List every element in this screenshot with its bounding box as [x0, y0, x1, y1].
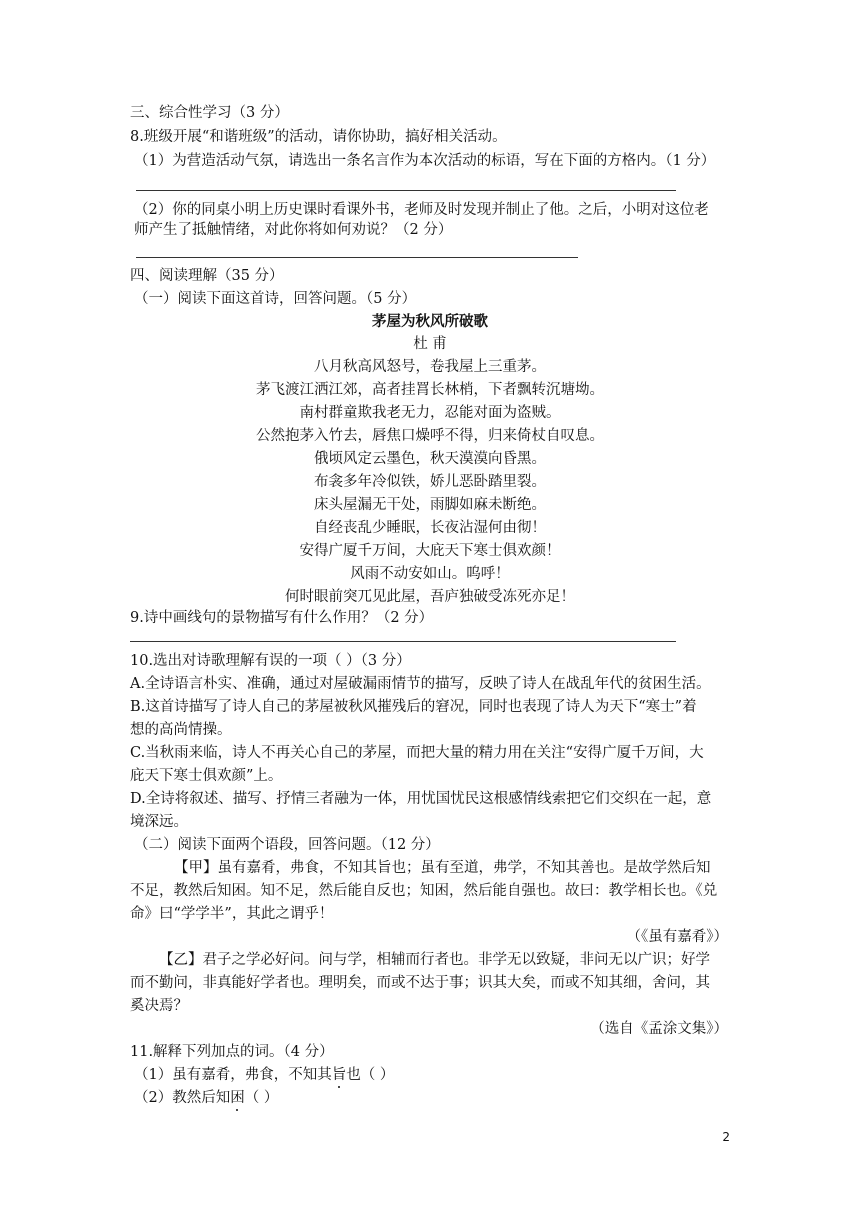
option-c-line-1: C.当秋雨来临，诗人不再关心自己的茅屋，而把大量的精力用在关注“安得广厦千万间，大: [130, 745, 704, 761]
option-a: A.全诗语言朴实、准确，通过对屋破漏雨情节的描写，反映了诗人在战乱年代的贫困生活。: [130, 676, 711, 692]
poem-line: 安得广厦千万间，大庇天下寒士俱欢颜！: [299, 543, 561, 559]
option-b-line-1: B.这首诗描写了诗人自己的茅屋被秋风摧残后的窘况，同时也表现了诗人为天下“寒士”着: [130, 699, 697, 715]
question-11-1: [134, 1065, 394, 1085]
poem-author: 杜 甫: [413, 336, 447, 352]
item-text: （2）教然后知: [134, 1090, 231, 1106]
item-text: （1）虽有嘉肴，弗食，不知其: [134, 1067, 332, 1083]
option-d-line-1: D.全诗将叙述、描写、抒情三者融为一体，用忧国忧民这根感情线索把它们交织在一起，意: [130, 791, 712, 807]
question-11-2: [134, 1088, 278, 1108]
question-11: 11.解释下列加点的词。（4 分）: [130, 1044, 334, 1060]
option-c-line-2: 庇天下寒士俱欢颜”上。: [130, 768, 283, 784]
answer-line-9: [130, 641, 676, 642]
passage-jia-line-2: 不足，教然后知困。知不足，然后能自反也；知困，然后能自强也。故曰：教学相长也。《兑: [130, 883, 718, 899]
question-10: 10.选出对诗歌理解有误的一项（ ）（3 分）: [130, 653, 411, 669]
poem-line: 何时眼前突兀见此屋，吾庐独破受冻死亦足！: [285, 589, 575, 605]
passage-jia-line-1: 【甲】虽有嘉肴，弗食，不知其旨也；虽有至道，弗学，不知其善也。是故学然后知: [174, 860, 711, 876]
question-8-2-line-2: 师产生了抵触情绪，对此你将如何劝说？（2 分）: [134, 222, 453, 238]
part-2-heading: （二）阅读下面两个语段，回答问题。（12 分）: [134, 837, 440, 853]
poem-line: 八月秋高风怒号，卷我屋上三重茅。: [314, 359, 546, 375]
answer-blank: （ ）: [244, 1090, 279, 1106]
poem-line: 布衾多年冷似铁，娇儿恶卧踏里裂。: [314, 474, 546, 490]
dotted-word: 困: [230, 1090, 245, 1106]
option-d-line-2: 境深远。: [130, 814, 188, 830]
passage-yi-line-3: 奚决焉？: [130, 998, 188, 1014]
dotted-word: 旨: [331, 1067, 347, 1083]
passage-yi-line-1: 【乙】君子之学必好问。问与学，相辅而行者也。非学无以致疑，非问无以广识；好学: [159, 952, 710, 968]
part-1-heading: （一）阅读下面这首诗，回答问题。（5 分）: [134, 291, 417, 307]
question-8-2-line-1: （2）你的同桌小明上历史课时看课外书，老师及时发现并制止了他。之后，小明对这位老: [134, 202, 709, 218]
poem-line: 俄顷风定云墨色，秋天漠漠向昏黑。: [314, 451, 546, 467]
section-3-heading: 三、综合性学习（3 分）: [130, 105, 289, 121]
poem-line: 公然抱茅入竹去，唇焦口燥呼不得，归来倚杖自叹息。: [256, 428, 604, 444]
poem-line: 自经丧乱少睡眠，长夜沾湿何由彻！: [314, 520, 546, 536]
option-b-line-2: 想的高尚情操。: [130, 722, 232, 738]
passage-yi-source: （选自《孟涂文集》）: [590, 1021, 728, 1037]
poem-line: 南村群童欺我老无力，忍能对面为盗贼。: [299, 405, 561, 421]
answer-blank: 也（ ）: [346, 1067, 395, 1083]
poem-line: 床头屋漏无干处，雨脚如麻未断绝。: [314, 497, 546, 513]
passage-jia-line-3: 命》曰“学学半”，其此之谓乎！: [130, 906, 334, 922]
section-4-heading: 四、阅读理解（35 分）: [130, 268, 284, 284]
question-8-1: （1）为营造活动气氛，请选出一条名言作为本次活动的标语，写在下面的方格内。（1 分）: [134, 153, 716, 169]
answer-line-8-2: [136, 257, 578, 258]
question-9: 9.诗中画线句的景物描写有什么作用？（2 分）: [130, 610, 434, 626]
question-8: 8.班级开展“和谐班级”的活动，请你协助，搞好相关活动。: [130, 129, 507, 145]
poem-title: 茅屋为秋风所破歌: [372, 314, 488, 330]
page-number: 2: [722, 1130, 730, 1144]
poem-line: 风雨不动安如山。呜呼！: [350, 566, 510, 582]
passage-yi-line-2: 而不勤问，非真能好学者也。理明矣，而或不达于事；识其大矣，而或不知其细，舍问，其: [130, 975, 710, 991]
passage-jia-source: （《虽有嘉肴》）: [626, 929, 728, 945]
poem-line: 茅飞渡江洒江郊，高者挂罥长林梢，下者飘转沉塘坳。: [256, 382, 604, 398]
answer-line-8-1: [136, 190, 676, 191]
